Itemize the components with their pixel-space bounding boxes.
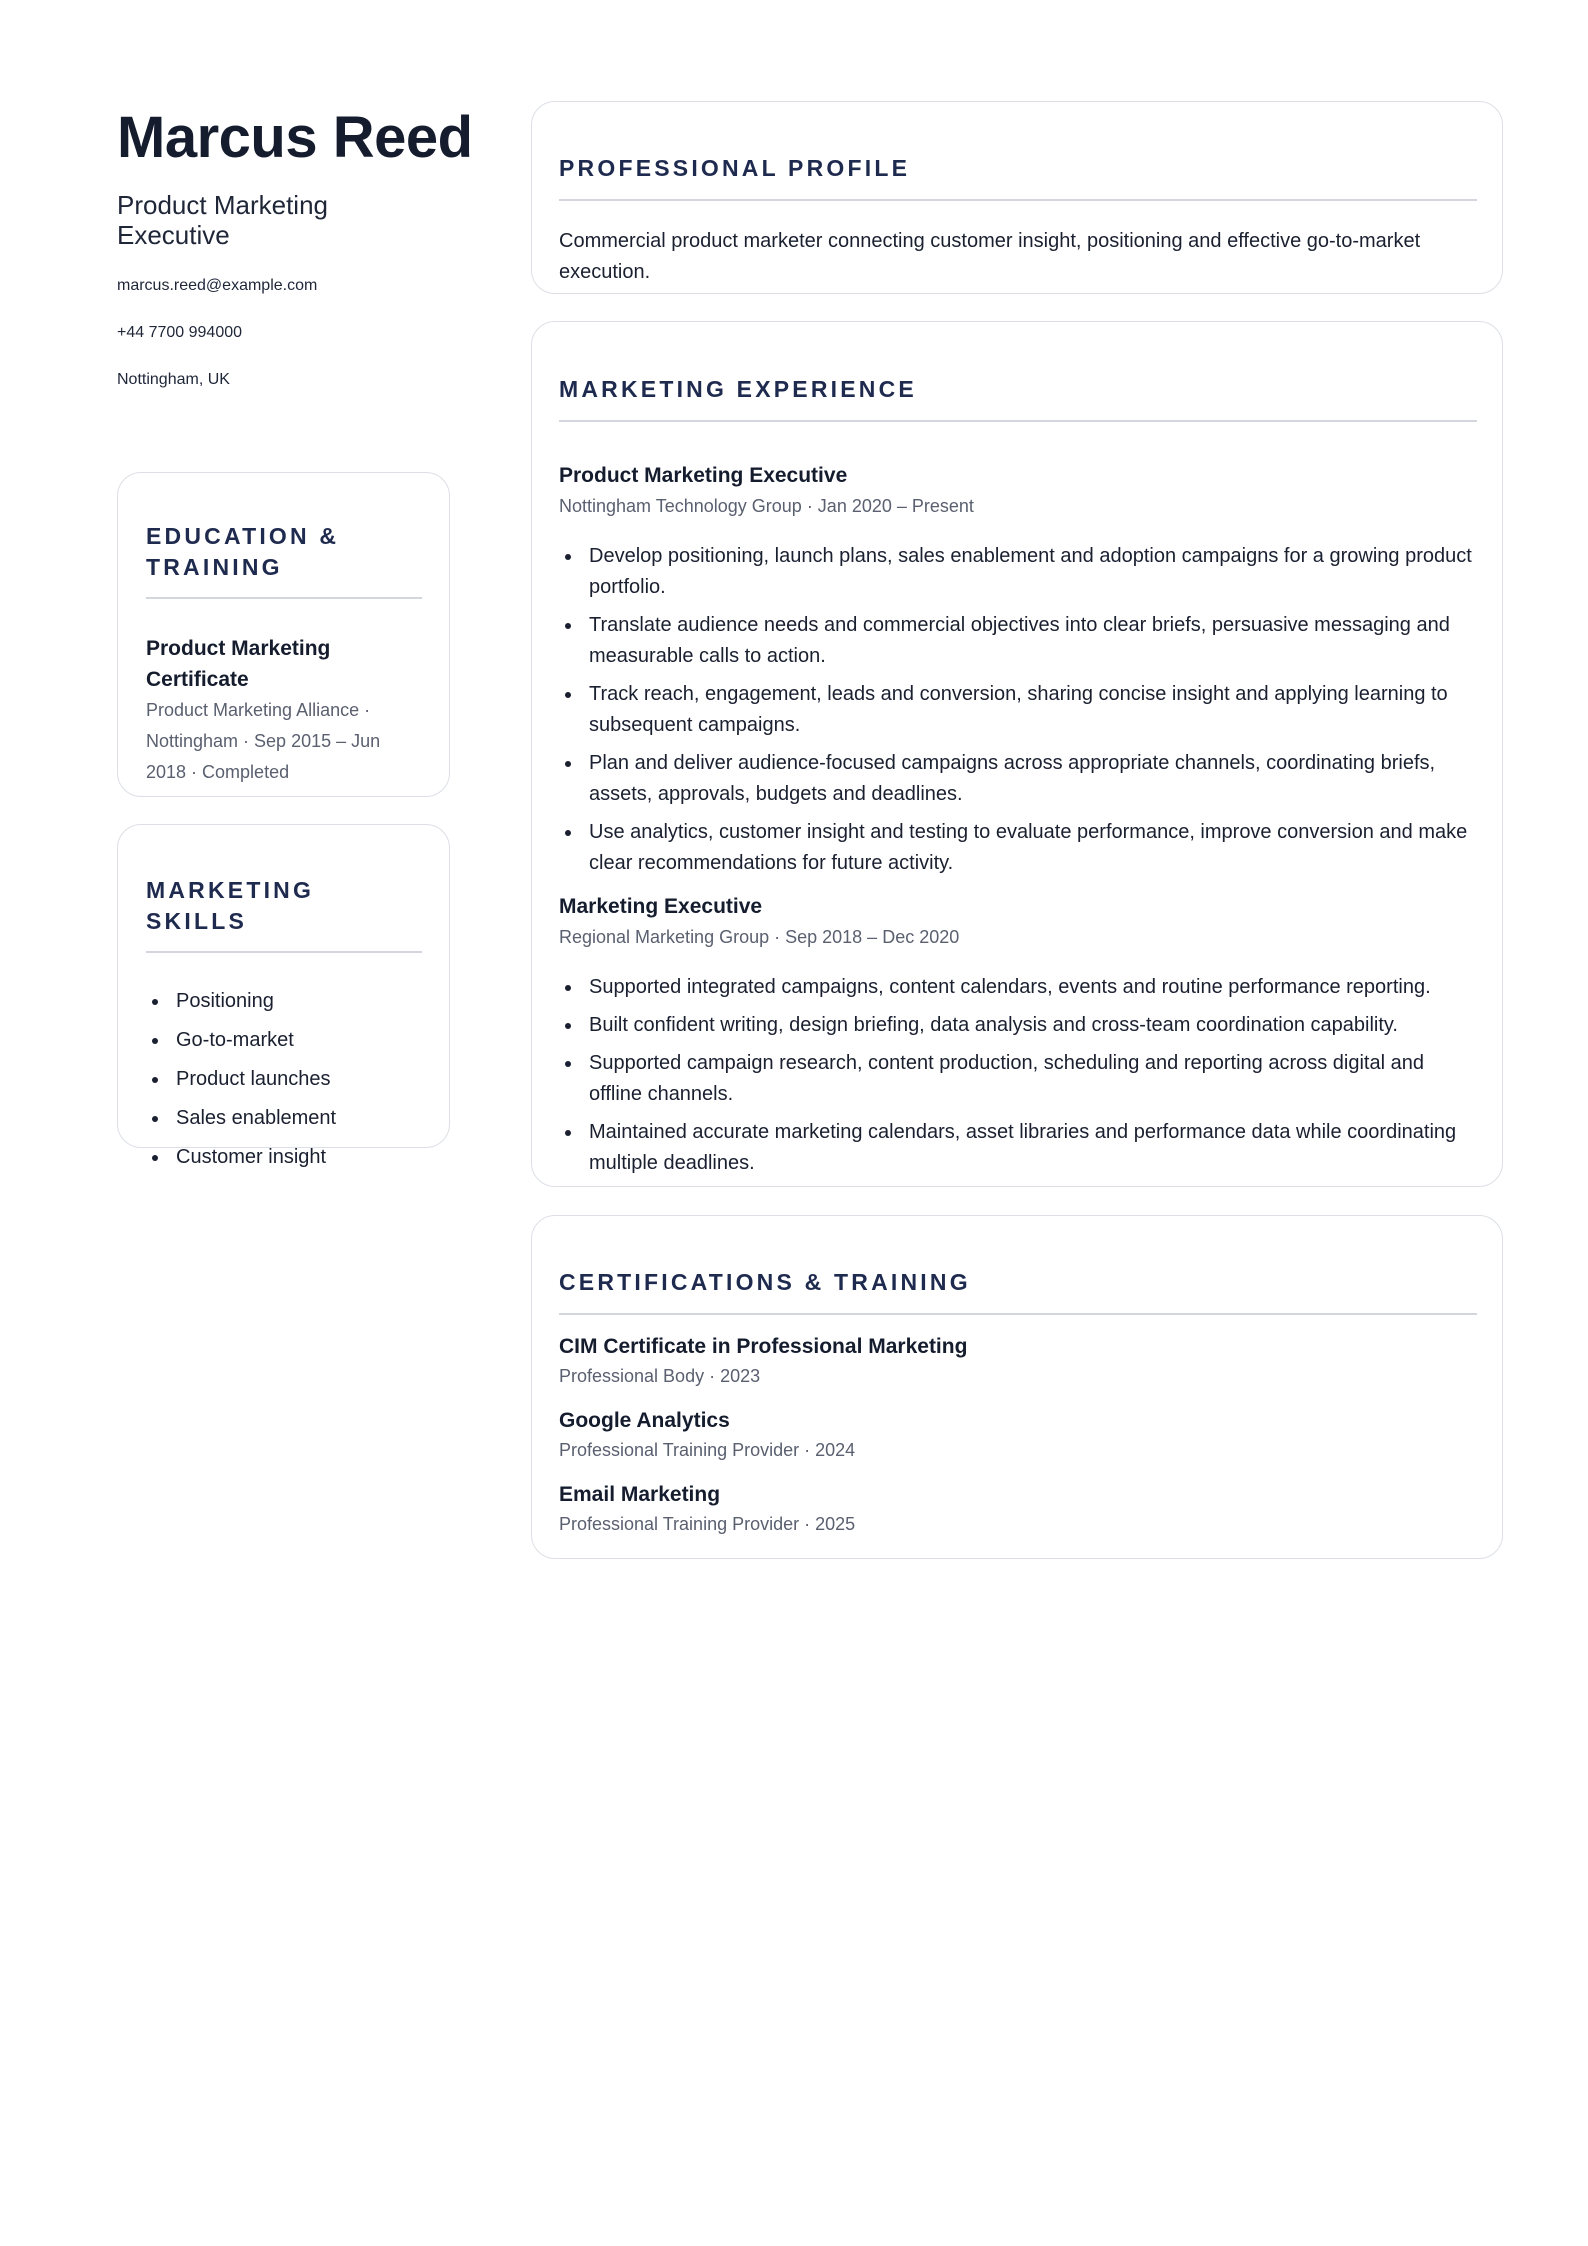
job-bullet: Plan and deliver audience-focused campaigns across appropriate channels, coordinating briefs, assets, approvals, budgets and deadlines. — [589, 748, 1477, 810]
cert-title: Email Marketing — [559, 1483, 721, 1506]
location-text: Nottingham, UK — [117, 371, 230, 388]
skills-list — [146, 986, 422, 1173]
job-entry — [559, 460, 1477, 879]
profile-divider — [559, 199, 1477, 201]
job-bullet: Translate audience needs and commercial objectives into clear briefs, persuasive messaging and measurable calls to action. — [589, 610, 1477, 672]
job-entry — [559, 891, 1477, 1179]
cert-entry — [559, 1331, 1477, 1390]
skill-item: Customer insight — [176, 1142, 422, 1173]
education-heading: EDUCATION & TRAINING — [146, 523, 340, 580]
education-item-title: Product Marketing Certificate — [146, 637, 331, 691]
job-bullet: Develop positioning, launch plans, sales enablement and adoption campaigns for a growing product portfolio. — [589, 541, 1477, 603]
skill-item: Sales enablement — [176, 1103, 422, 1134]
cert-meta: Professional Training Provider · 2024 — [559, 1440, 856, 1460]
job-bullet: Built confident writing, design briefing, data analysis and cross-team coordination capability. — [589, 1010, 1477, 1041]
cert-title: CIM Certificate in Professional Marketing — [559, 1335, 968, 1358]
skills-heading: MARKETING SKILLS — [146, 877, 315, 934]
sidebar — [117, 100, 473, 390]
phone-text: +44 7700 994000 — [117, 324, 243, 341]
job-bullet: Supported campaign research, content production, scheduling and reporting across digital and offline channels. — [589, 1048, 1477, 1110]
experience-card — [531, 321, 1503, 1187]
cert-meta: Professional Body · 2023 — [559, 1366, 761, 1386]
email-text: marcus.reed@example.com — [117, 277, 318, 294]
job-title: Marketing Executive — [559, 895, 763, 918]
skill-item: Product launches — [176, 1064, 422, 1095]
skill-item: Positioning — [176, 986, 422, 1017]
job-bullet: Use analytics, customer insight and testing to evaluate performance, improve conversion and make clear recommendations for future activity. — [589, 817, 1477, 879]
job-bullets — [559, 541, 1477, 879]
contact-info — [117, 276, 450, 390]
certifications-card — [531, 1215, 1503, 1559]
cert-meta: Professional Training Provider · 2025 — [559, 1514, 856, 1534]
experience-heading: MARKETING EXPERIENCE — [559, 376, 917, 402]
experience-divider — [559, 420, 1477, 422]
education-divider — [146, 597, 422, 599]
job-meta: Regional Marketing Group · Sep 2018 – Dec 2020 — [559, 927, 960, 947]
cert-title: Google Analytics — [559, 1409, 730, 1432]
job-bullet: Supported integrated campaigns, content calendars, events and routine performance reporting. — [589, 972, 1477, 1003]
education-item-meta: Product Marketing Alliance · Nottingham · Sep 2015 – Jun 2018 · Completed — [146, 700, 381, 782]
candidate-title: Product Marketing Executive — [117, 190, 328, 250]
skills-card — [117, 824, 450, 1168]
job-meta: Nottingham Technology Group · Jan 2020 – Present — [559, 496, 974, 516]
profile-summary: Commercial product marketer connecting customer insight, positioning and effective go-to-market execution. — [559, 230, 1421, 283]
cert-entry — [559, 1405, 1477, 1464]
job-bullet: Track reach, engagement, leads and conversion, sharing concise insight and applying learning to subsequent campaigns. — [589, 679, 1477, 741]
candidate-name: Marcus Reed — [117, 105, 473, 170]
profile-card — [531, 101, 1503, 294]
profile-heading: PROFESSIONAL PROFILE — [559, 155, 911, 181]
education-card — [117, 472, 450, 797]
skill-item: Go-to-market — [176, 1025, 422, 1056]
skills-divider — [146, 951, 422, 953]
cert-entry — [559, 1479, 1477, 1538]
certifications-divider — [559, 1313, 1477, 1315]
certifications-heading: CERTIFICATIONS & TRAINING — [559, 1269, 971, 1295]
job-bullet: Maintained accurate marketing calendars, asset libraries and performance data while coordinating multiple deadlines. — [589, 1117, 1477, 1179]
job-title: Product Marketing Executive — [559, 464, 848, 487]
job-bullets — [559, 972, 1477, 1179]
